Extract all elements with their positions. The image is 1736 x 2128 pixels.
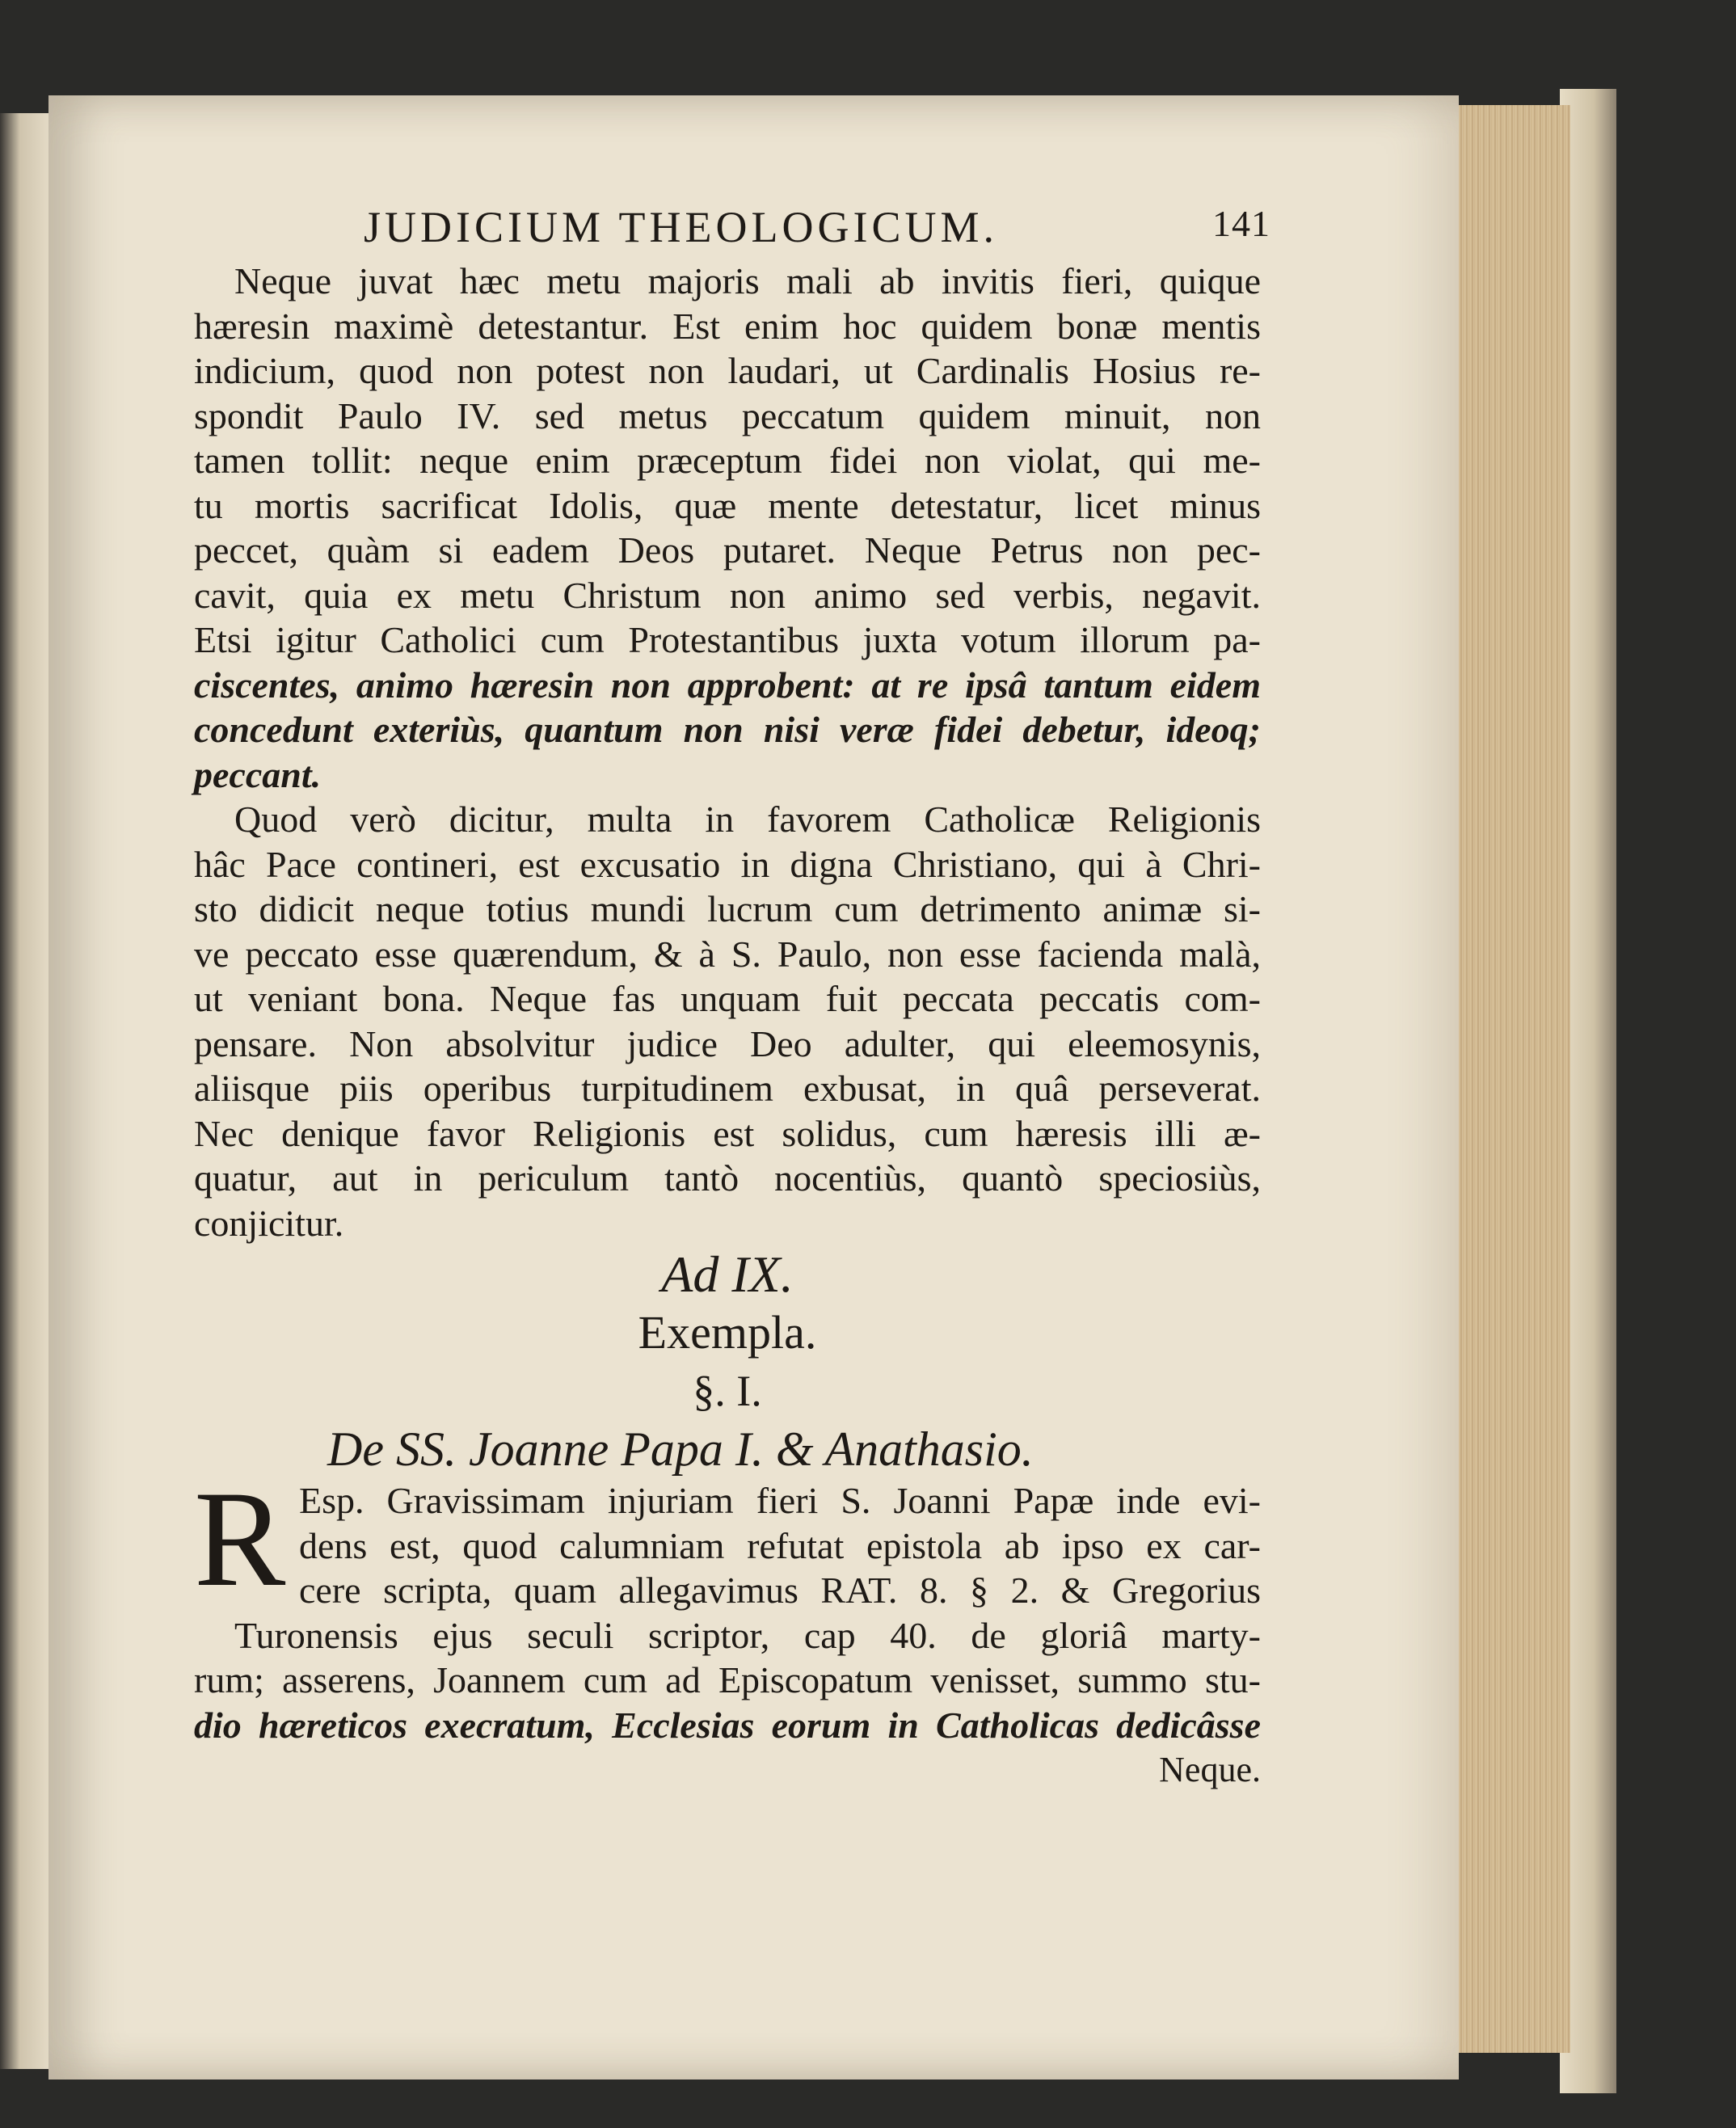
section-number: §. I. bbox=[693, 1367, 762, 1415]
text-line: concedunt exteriùs, quantum non nisi veræ fidei debetur, ideoq; bbox=[194, 709, 1261, 750]
page-stack-edges bbox=[1455, 105, 1570, 2053]
paragraph-3 bbox=[194, 1463, 1261, 1747]
paragraph-1 bbox=[194, 259, 1261, 797]
text-line: ve peccato esse quærendum, & à S. Paulo, non esse facienda malà, bbox=[194, 933, 1261, 975]
text-line: sto didicit neque totius mundi lucrum cum detrimento animæ si- bbox=[194, 888, 1261, 929]
text-line: Etsi igitur Catholici cum Protestantibus juxta votum illorum pa- bbox=[194, 619, 1261, 660]
text-line: ciscentes, animo hæresin non approbent: at re ipsâ tantum eidem bbox=[194, 664, 1261, 706]
catchword: Neque. bbox=[1159, 1750, 1261, 1789]
text-line: conjicitur. bbox=[194, 1202, 344, 1244]
text-line: quatur, aut in periculum tantò nocentiùs, quantò speciosiùs, bbox=[194, 1157, 1261, 1199]
drop-capital: R bbox=[194, 1463, 286, 1615]
paragraph-2 bbox=[194, 797, 1261, 1245]
text-line: hâc Pace contineri, est excusatio in digna Christiano, qui à Chri- bbox=[194, 843, 1261, 885]
section-heading-ad: Ad IX. bbox=[661, 1245, 794, 1303]
text-line: Quod verò dicitur, multa in favorem Catholicæ Religionis bbox=[234, 799, 1261, 840]
text-line: indicium, quod non potest non laudari, ut Cardinalis Hosius re- bbox=[194, 350, 1261, 391]
text-line: spondit Paulo IV. sed metus peccatum quidem minuit, non bbox=[194, 394, 1261, 436]
running-title: JUDICIUM THEOLOGICUM. bbox=[364, 203, 998, 251]
text-line: Turonensis ejus seculi scriptor, cap 40. de gloriâ marty- bbox=[234, 1614, 1261, 1656]
section-heading-exempla: Exempla. bbox=[638, 1306, 817, 1359]
text-line: aliisque piis operibus turpitudinem exbusat, in quâ perseverat. bbox=[194, 1068, 1261, 1109]
text-line: Esp. Gravissimam injuriam fieri S. Joanni Papæ inde evi- bbox=[299, 1480, 1261, 1521]
text-line: peccet, quàm si eadem Deos putaret. Neque Petrus non pec- bbox=[194, 529, 1261, 571]
text-line: tamen tollit: neque enim præceptum fidei non violat, qui me- bbox=[194, 440, 1261, 481]
text-line: Nec denique favor Religionis est solidus, cum hæresis illi æ- bbox=[194, 1112, 1261, 1154]
page-text bbox=[194, 202, 1270, 1792]
text-line: rum; asserens, Joannem cum ad Episcopatum venisset, summo stu- bbox=[194, 1659, 1261, 1700]
text-line: cere scripta, quam allegavimus RAT. 8. § 2. & Gregorius bbox=[299, 1570, 1261, 1611]
running-header bbox=[194, 202, 1270, 259]
text-line: cavit, quia ex metu Christum non animo sed verbis, negavit. bbox=[194, 574, 1261, 616]
text-line: peccant. bbox=[194, 753, 322, 795]
text-line: hæresin maximè detestantur. Est enim hoc quidem bonæ mentis bbox=[194, 305, 1261, 347]
text-line: dio hæreticos execratum, Ecclesias eorum in Catholicas dedicâsse bbox=[194, 1704, 1261, 1746]
text-line: Neque juvat hæc metu majoris mali ab invitis fieri, quique bbox=[234, 260, 1261, 301]
text-line: pensare. Non absolvitur judice Deo adulter, qui eleemosynis, bbox=[194, 1022, 1261, 1064]
text-line: tu mortis sacrificat Idolis, quæ mente detestatur, licet minus bbox=[194, 484, 1261, 526]
text-line: dens est, quod calumniam refutat epistola ab ipso ex car- bbox=[299, 1524, 1261, 1566]
section-subtitle: De SS. Joanne Papa I. & Anathasio. bbox=[327, 1422, 1034, 1476]
text-line: ut veniant bona. Neque fas unquam fuit peccata peccatis com- bbox=[194, 978, 1261, 1019]
page-number: 141 bbox=[1212, 203, 1270, 244]
